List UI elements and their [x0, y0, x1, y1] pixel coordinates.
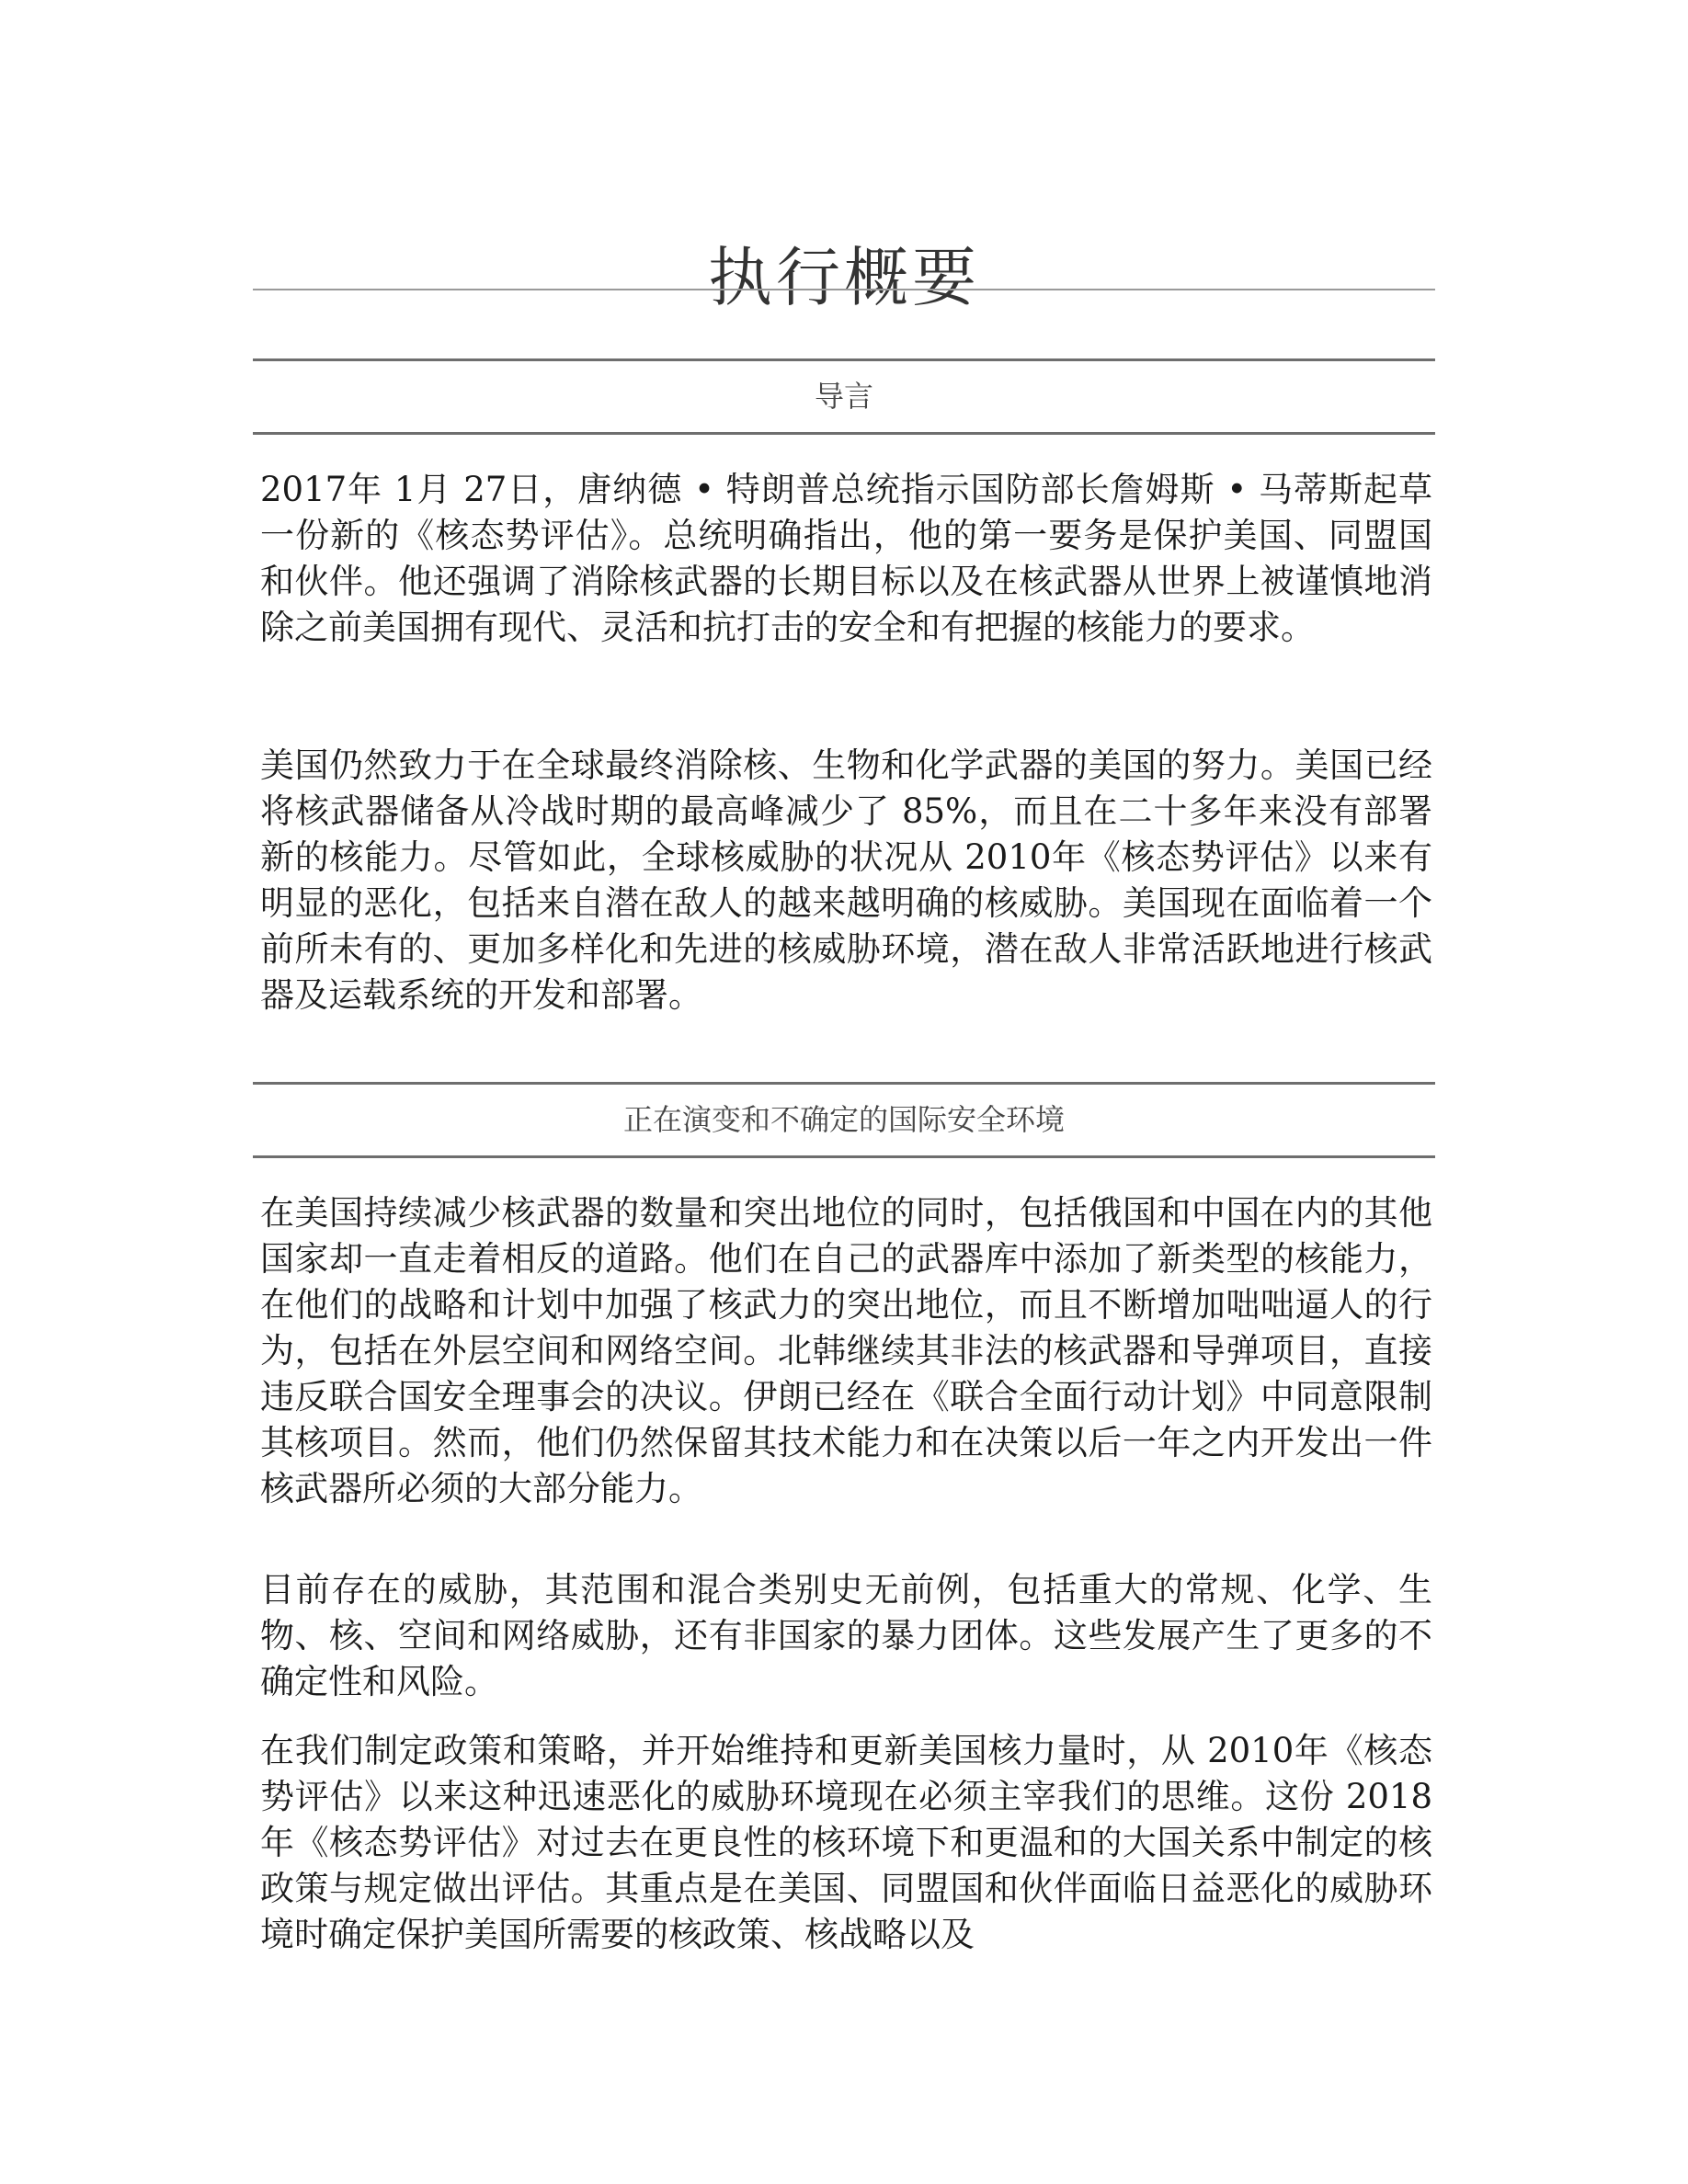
paragraph: 2017年 1月 27日，唐纳德 • 特朗普总统指示国防部长詹姆斯 • 马蒂斯起草一份新的《核态势评估》。总统明确指出，他的第一要务是保护美国、同盟国和伙伴。他还强调了消除核武器的长期目标以及在核武器从世界上被谨慎地消除之前美国拥有现代、灵活和抗打击的安全和有把握的核能力的要求。	[260, 470, 1432, 647]
page-title: 执行概要	[708, 239, 980, 315]
paragraph: 在我们制定政策和策略，并开始维持和更新美国核力量时，从 2010年《核态势评估》以来这种迅速恶化的威胁环境现在必须主宰我们的思维。这份 2018年《核态势评估》对过去在更良性的核环境下和更温和的大国关系中制定的核政策与规定做出评估。其重点是在美国、同盟国和伙伴面临日益恶化的威胁环境时确定保护美国所需要的核政策、核战略以及	[260, 1731, 1432, 1954]
title-divider	[253, 289, 1435, 290]
paragraph: 美国仍然致力于在全球最终消除核、生物和化学武器的美国的努力。美国已经将核武器储备从冷战时期的最高峰减少了 85%，而且在二十多年来没有部署新的核能力。尽管如此，全球核威胁的状况从 2010年《核态势评估》以来有明显的恶化，包括来自潜在敌人的越来越明确的核威胁。美国现在面临着一个前所未有的、更加多样化和先进的核威胁环境，潜在敌人非常活跃地进行核武器及运载系统的开发和部署。	[260, 745, 1432, 1015]
section-heading-security-environment: 正在演变和不确定的国际安全环境	[253, 1082, 1435, 1158]
section-heading-introduction: 导言	[253, 358, 1435, 435]
paragraph: 目前存在的威胁，其范围和混合类别史无前例，包括重大的常规、化学、生物、核、空间和网络威胁，还有非国家的暴力团体。这些发展产生了更多的不确定性和风险。	[260, 1570, 1432, 1701]
paragraph: 在美国持续减少核武器的数量和突出地位的同时，包括俄国和中国在内的其他国家却一直走着相反的道路。他们在自己的武器库中添加了新类型的核能力，在他们的战略和计划中加强了核武力的突出地位，而且不断增加咄咄逼人的行为，包括在外层空间和网络空间。北韩继续其非法的核武器和导弹项目，直接违反联合国安全理事会的决议。伊朗已经在《联合全面行动计划》中同意限制其核项目。然而，他们仍然保留其技术能力和在决策以后一年之内开发出一件核武器所必须的大部分能力。	[260, 1193, 1432, 1508]
